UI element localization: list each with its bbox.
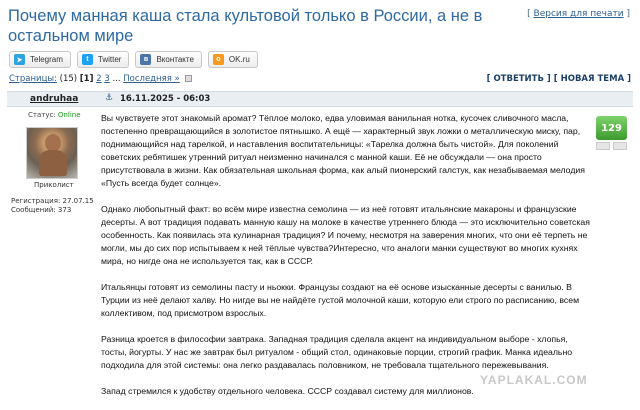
message-count: Сообщений: 373 [11, 206, 72, 214]
pages-ellipsis: ... [112, 74, 121, 84]
new-topic-button[interactable]: [ НОВАЯ ТЕМА ] [553, 74, 631, 84]
rate-down-button[interactable] [596, 142, 610, 150]
post-header [7, 91, 633, 107]
telegram-icon: ➤ [14, 54, 25, 65]
page-2-link[interactable]: 2 [96, 74, 102, 84]
author-status [28, 111, 81, 119]
page-current: [1] [79, 74, 94, 84]
post-body [101, 112, 591, 410]
share-vk-button[interactable] [135, 51, 201, 68]
share-telegram-label: Telegram [30, 55, 63, 64]
vk-icon: в [140, 54, 151, 65]
post-paragraph: Разница кроется в философии завтрака. Западная традиция сделала акцент на индивидуальном выборе - хлопья, тосты, йогурты. У нас же завтрак был ритуалом - общий стол, одинаковые порции, строгий график. Манка идеально подходила для этой системы: она легко раздавалась половником, не требовала тщательного пережевывания. [101, 334, 573, 370]
page-3-link[interactable]: 3 [104, 74, 110, 84]
author-panel [7, 107, 96, 410]
registration-date: Регистрация: 27.07.15 [11, 197, 94, 205]
pages-count: (15) [59, 74, 78, 84]
topic-actions [487, 74, 631, 84]
status-value: Online [57, 111, 81, 119]
share-ok-label: OK.ru [228, 55, 250, 64]
post-rating [596, 116, 627, 150]
author-registration-info [11, 197, 94, 215]
anchor-icon[interactable]: ⚓ [105, 93, 114, 103]
rating-score: 129 [596, 116, 627, 140]
avatar[interactable] [26, 127, 78, 179]
post-paragraph: Вы чувствуете этот знакомый аромат? Тёплое молоко, едва уловимая ванильная нотка, кусочек сливочного масла, постепенно превращающийся в золотистое пятнышко. А ещё — характерный звук ложки о металлическую миску, пар, поднимающийся над тарелкой, и наставления воспитательницы: «Тарелка должна быть чистой». Для поколений советских ребятишек утренний ритуал неизменно начинался с манной каши. Её не обсуждали — она просто присутствовала в жизни. Как обязательная школьная форма, как алый пионерский галстук, как незабываемая мелодия «Пусть всегда будет солнце». [101, 113, 585, 188]
author-rank: Приколист [34, 181, 74, 189]
rate-up-button[interactable] [613, 142, 627, 150]
status-label: Статус: [28, 111, 56, 119]
rating-arrows [596, 142, 627, 150]
page-title: Почему манная каша стала культовой только в России, а не в остальном мире [8, 7, 483, 45]
print-bracket-open: [ [527, 9, 531, 19]
print-bracket-close: ] [626, 9, 630, 19]
title-bar [8, 6, 632, 46]
reply-button[interactable]: [ ОТВЕТИТЬ ] [486, 74, 551, 84]
pagination-row [9, 74, 631, 86]
post-paragraph: Однако любопытный факт: во всём мире известна семолина — из неё готовят итальянские макароны и французские десерты. А вот традиция подавать манную кашу на молоке в качестве утреннего блюда — это исключительно советская особенность. Как появилась эта кулинарная традиция? И почему, несмотря на заверения многих, что они её терпеть не могли, мы до сих пор испытываем к ней тёплые чувства?Интересно, что аналоги манки существуют во многих кухнях мира, но нигде она не используется так, как в СССР. [101, 204, 590, 266]
share-vk-label: Вконтакте [156, 55, 194, 64]
print-version-link[interactable]: Версия для печати [533, 9, 624, 19]
share-buttons [9, 51, 258, 69]
share-twitter-label: Twitter [97, 55, 122, 64]
dropdown-square-icon[interactable] [185, 75, 192, 82]
share-twitter-button[interactable] [77, 51, 130, 68]
page-last-link[interactable]: Последняя » [123, 74, 180, 84]
ok-icon: о [213, 54, 224, 65]
twitter-icon: t [82, 54, 93, 65]
post-paragraph: Итальянцы готовят из семолины пасту и ньокки. Французы создают на её основе изысканные десерты с ванилью. В Турции из неё делают халву. Но нигде вы не найдёте густой молочной каши, которую ели строго по расписанию, всем коллективом, под присмотром взрослых. [101, 282, 580, 318]
share-telegram-button[interactable] [9, 51, 71, 68]
avatar-body [39, 150, 67, 176]
share-ok-button[interactable] [208, 51, 258, 68]
pages-label[interactable]: Страницы: [9, 74, 57, 84]
site-watermark: YAPLAKAL.COM [480, 373, 588, 387]
post-author-link[interactable]: andruhaa [30, 94, 79, 104]
print-version [527, 9, 630, 19]
post-paragraph: Запад стремился к удобству отдельного человека. СССР создавал систему для миллионов. [101, 386, 474, 396]
post-date: 16.11.2025 - 06:03 [120, 94, 211, 104]
